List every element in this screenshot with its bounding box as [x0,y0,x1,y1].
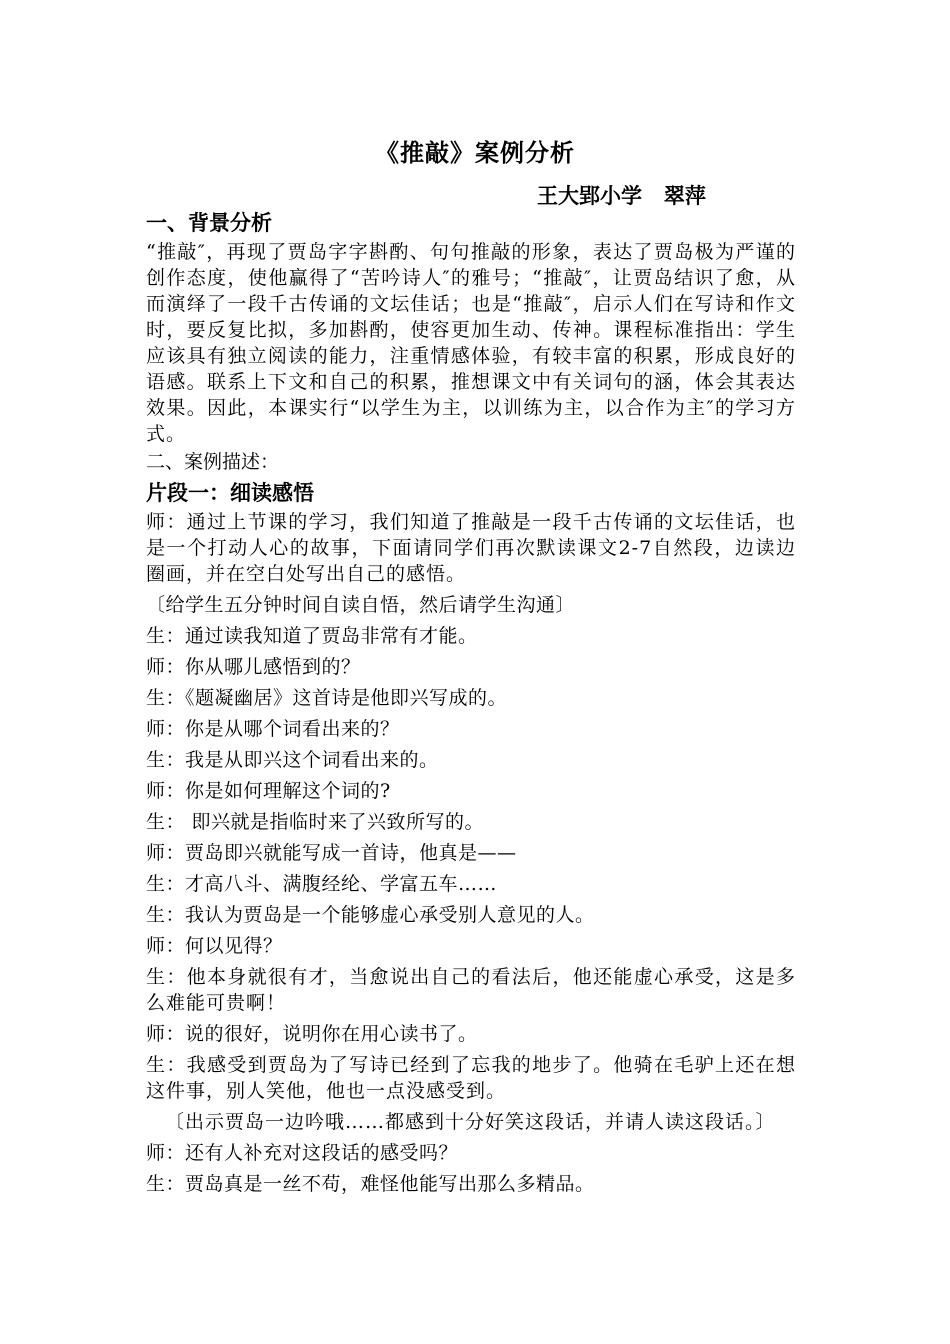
dialogue-line: 生：贾岛真是一丝不苟，难怪他能写出那么多精品。 [146,1173,595,1195]
dialogue-line: 师：还有人补充对这段话的感受吗？ [146,1142,459,1164]
dialogue-line: 生：他本身就很有才，当愈说出自己的看法后，他还能虚心承受，这是多么难能可贵啊！ [146,966,796,1014]
section-heading-background: 一、背景分析 [146,210,272,235]
dialogue-line: 生：我认为贾岛是一个能够虚心承受别人意见的人。 [146,904,595,926]
fragment-heading: 片段一：细读感悟 [146,480,314,505]
dialogue-line: 生：我是从即兴这个词看出来的。 [146,749,439,771]
author-line: 王大郢小学 翠萍 [537,183,706,208]
section-heading-case: 二、案例描述： [146,451,280,473]
dialogue-line: 生：通过读我知道了贾岛非常有才能。 [146,625,478,647]
dialogue-line: 师：说的很好，说明你在用心读书了。 [146,1023,478,1045]
dialogue-line: 师：你是从哪个词看出来的？ [146,718,400,740]
dialogue-line: 生： 即兴就是指临时来了兴致所写的。 [146,811,485,833]
background-paragraph: “推敲″，再现了贾岛字字斟酌、句句推敲的形象，表达了贾岛极为严谨的创作态度，使他赢得了“苦吟诗人″的雅号；“推敲″，让贾岛结识了愈，从而演绎了一段千古传诵的文坛佳话；也是“推敲″，启示人们在写诗和作文时，要反复比拟，多加斟酌，使容更加生动、传神。课程标准指出：学生应该具有独立阅读的能力，注重情感体验，有较丰富的积累，形成良好的语感。联系上下文和自己的积累，推想课文中有关词句的涵，体会其表达效果。因此，本课实行“以学生为主，以训练为主，以合作为主″的学习方式。 [146,241,796,445]
stage-direction: 〔出示贾岛一边吟哦……都感到十分好笑这段话，并请人读这段话。〕 [165,1111,776,1133]
dialogue-line: 师：通过上节课的学习，我们知道了推敲是一段千古传诵的文坛佳话，也是一个打动人心的故事，下面请同学们再次默读课文2-7自然段，边读边圈画，并在空白处写出自己的感悟。 [146,511,796,585]
dialogue-line: 师：贾岛即兴就能写成一首诗，他真是—— [146,842,517,864]
document-title: 《推敲》案例分析 [375,138,575,167]
dialogue-line: 师：你从哪儿感悟到的？ [146,656,361,678]
dialogue-line: 生：我感受到贾岛为了写诗已经到了忘我的地步了。他骑在毛驴上还在想这件事，别人笑他，他也一点没感受到。 [146,1054,796,1102]
document-body [146,207,796,1202]
dialogue-line: 〔给学生五分钟时间自读自悟，然后请学生沟通〕 [146,594,576,616]
dialogue-line: 生：《题凝幽居》这首诗是他即兴写成的。 [146,687,508,709]
dialogue-line: 生：才高八斗、满腹经纶、学富五车…… [146,873,498,895]
dialogue-line: 师：你是如何理解这个词的? [146,780,391,802]
dialogue-line: 师：何以见得？ [146,935,283,957]
